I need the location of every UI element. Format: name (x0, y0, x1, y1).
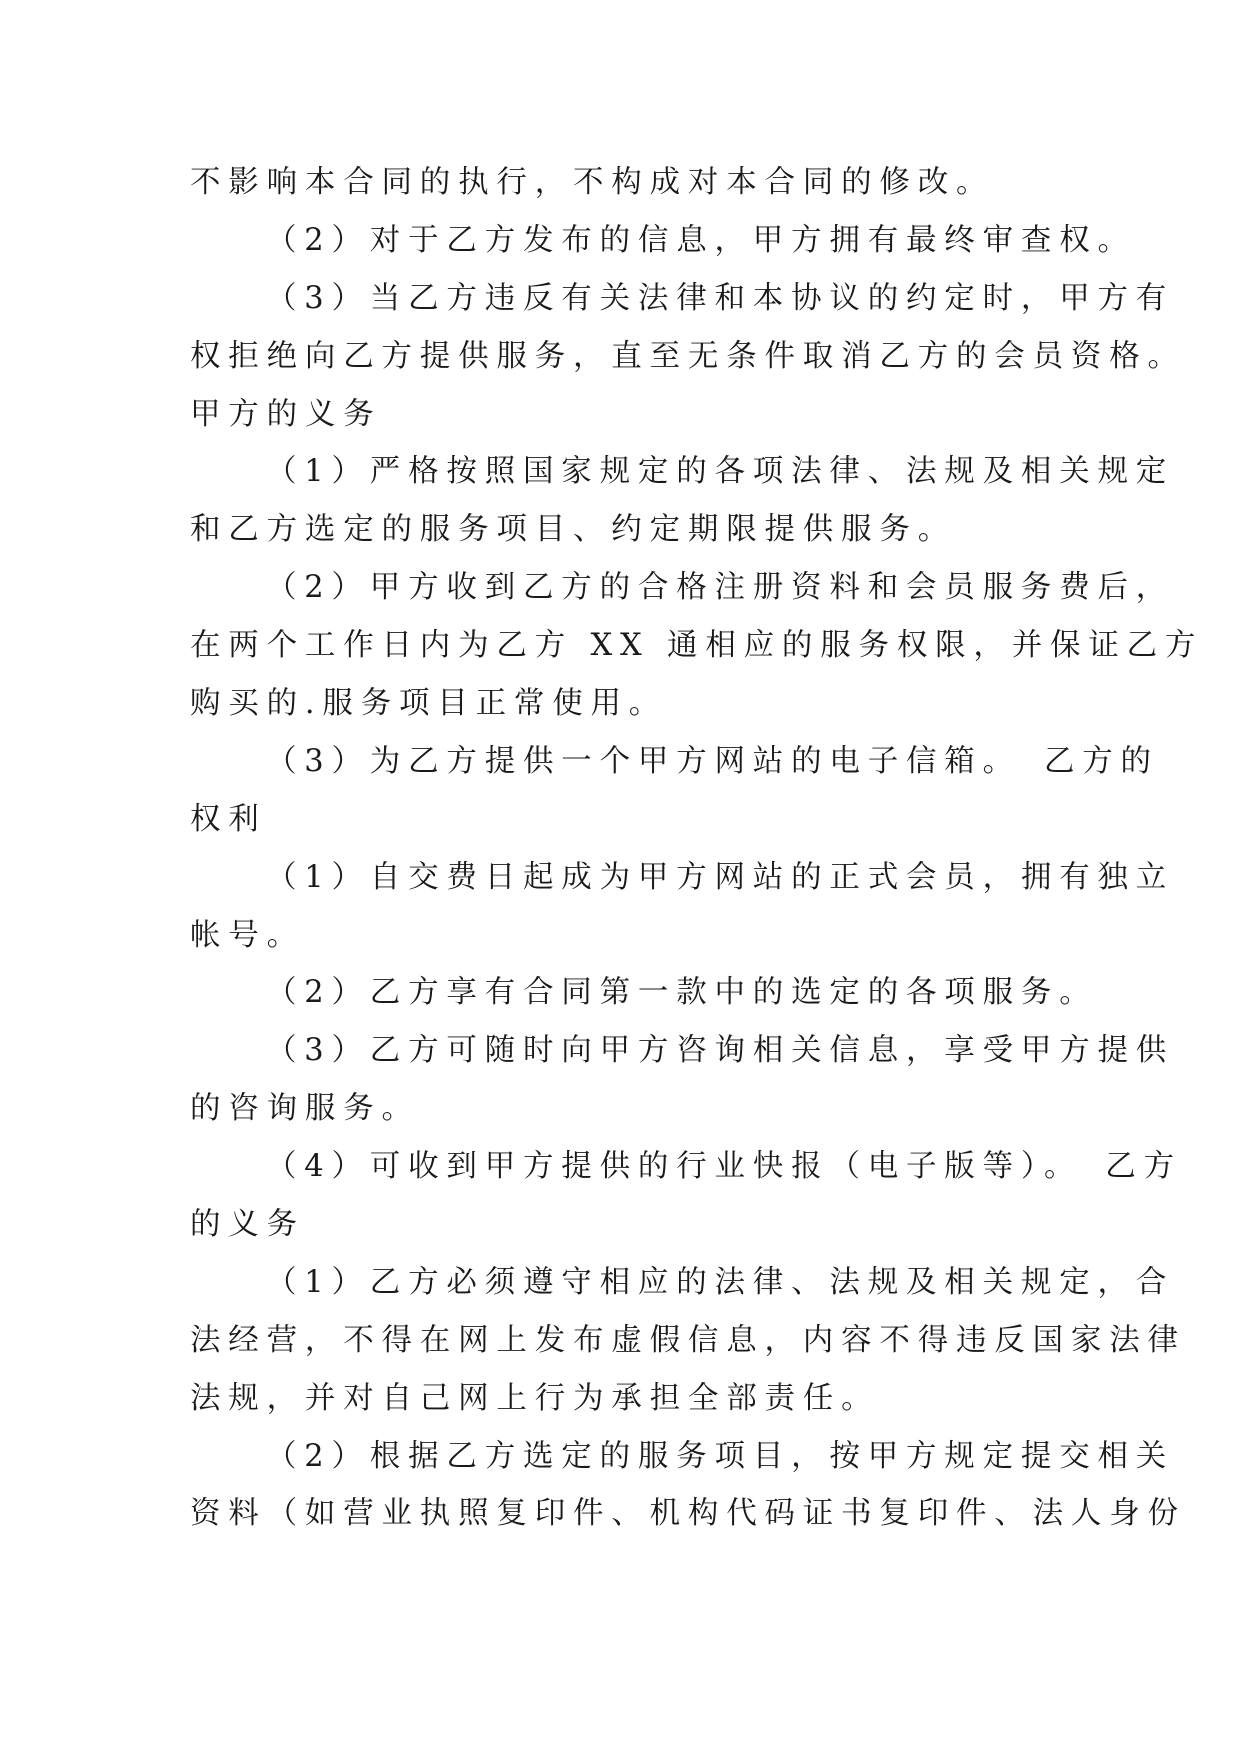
text-line: （1）自交费日起成为甲方网站的正式会员，拥有独立 (266, 859, 1175, 895)
text-line: 不影响本合同的执行，不构成对本合同的修改。 (190, 165, 995, 200)
text-line: 帐号。 (190, 917, 305, 953)
text-line: 资料（如营业执照复印件、机构代码证书复印件、法人身份 (190, 1496, 1186, 1532)
contract-body (190, 154, 1204, 1543)
text-line: （1）严格按照国家规定的各项法律、法规及相关规定 (266, 454, 1175, 490)
text-line: （3）当乙方违反有关法律和本协议的约定时，甲方有 (266, 280, 1175, 316)
text-line: 在两个工作日内为乙方 XX 通相应的服务权限，并保证乙方 (190, 628, 1204, 664)
text-line: 的义务 (190, 1207, 305, 1243)
text-line: 权利 (190, 801, 267, 837)
text-line: （4）可收到甲方提供的行业快报（电子版等）。 乙方 (266, 1149, 1182, 1185)
text-line: （2）根据乙方选定的服务项目，按甲方规定提交相关 (266, 1438, 1175, 1474)
text-line: 权拒绝向乙方提供服务，直至无条件取消乙方的会员资格。 (190, 338, 1186, 374)
text-line: （2）甲方收到乙方的合格注册资料和会员服务费后， (266, 570, 1175, 606)
section-heading: 甲方的义务 (190, 396, 382, 432)
text-line: （2）乙方享有合同第一款中的选定的各项服务。 (266, 975, 1098, 1011)
text-line: （1）乙方必须遵守相应的法律、法规及相关规定，合 (266, 1264, 1175, 1300)
text-line: 法规，并对自己网上行为承担全部责任。 (190, 1380, 880, 1416)
text-line: 法经营，不得在网上发布虚假信息，内容不得违反国家法律 (190, 1322, 1186, 1358)
text-line: 购买的.服务项目正常使用。 (190, 686, 668, 722)
text-line: （2）对于乙方发布的信息，甲方拥有最终审查权。 (266, 222, 1136, 258)
text-line: 和乙方选定的服务项目、约定期限提供服务。 (190, 512, 956, 548)
text-line: （3）乙方可随时向甲方咨询相关信息，享受甲方提供 (266, 1033, 1175, 1069)
text-line: （3）为乙方提供一个甲方网站的电子信箱。 乙方的 (266, 743, 1159, 779)
text-line: 的咨询服务。 (190, 1091, 420, 1127)
